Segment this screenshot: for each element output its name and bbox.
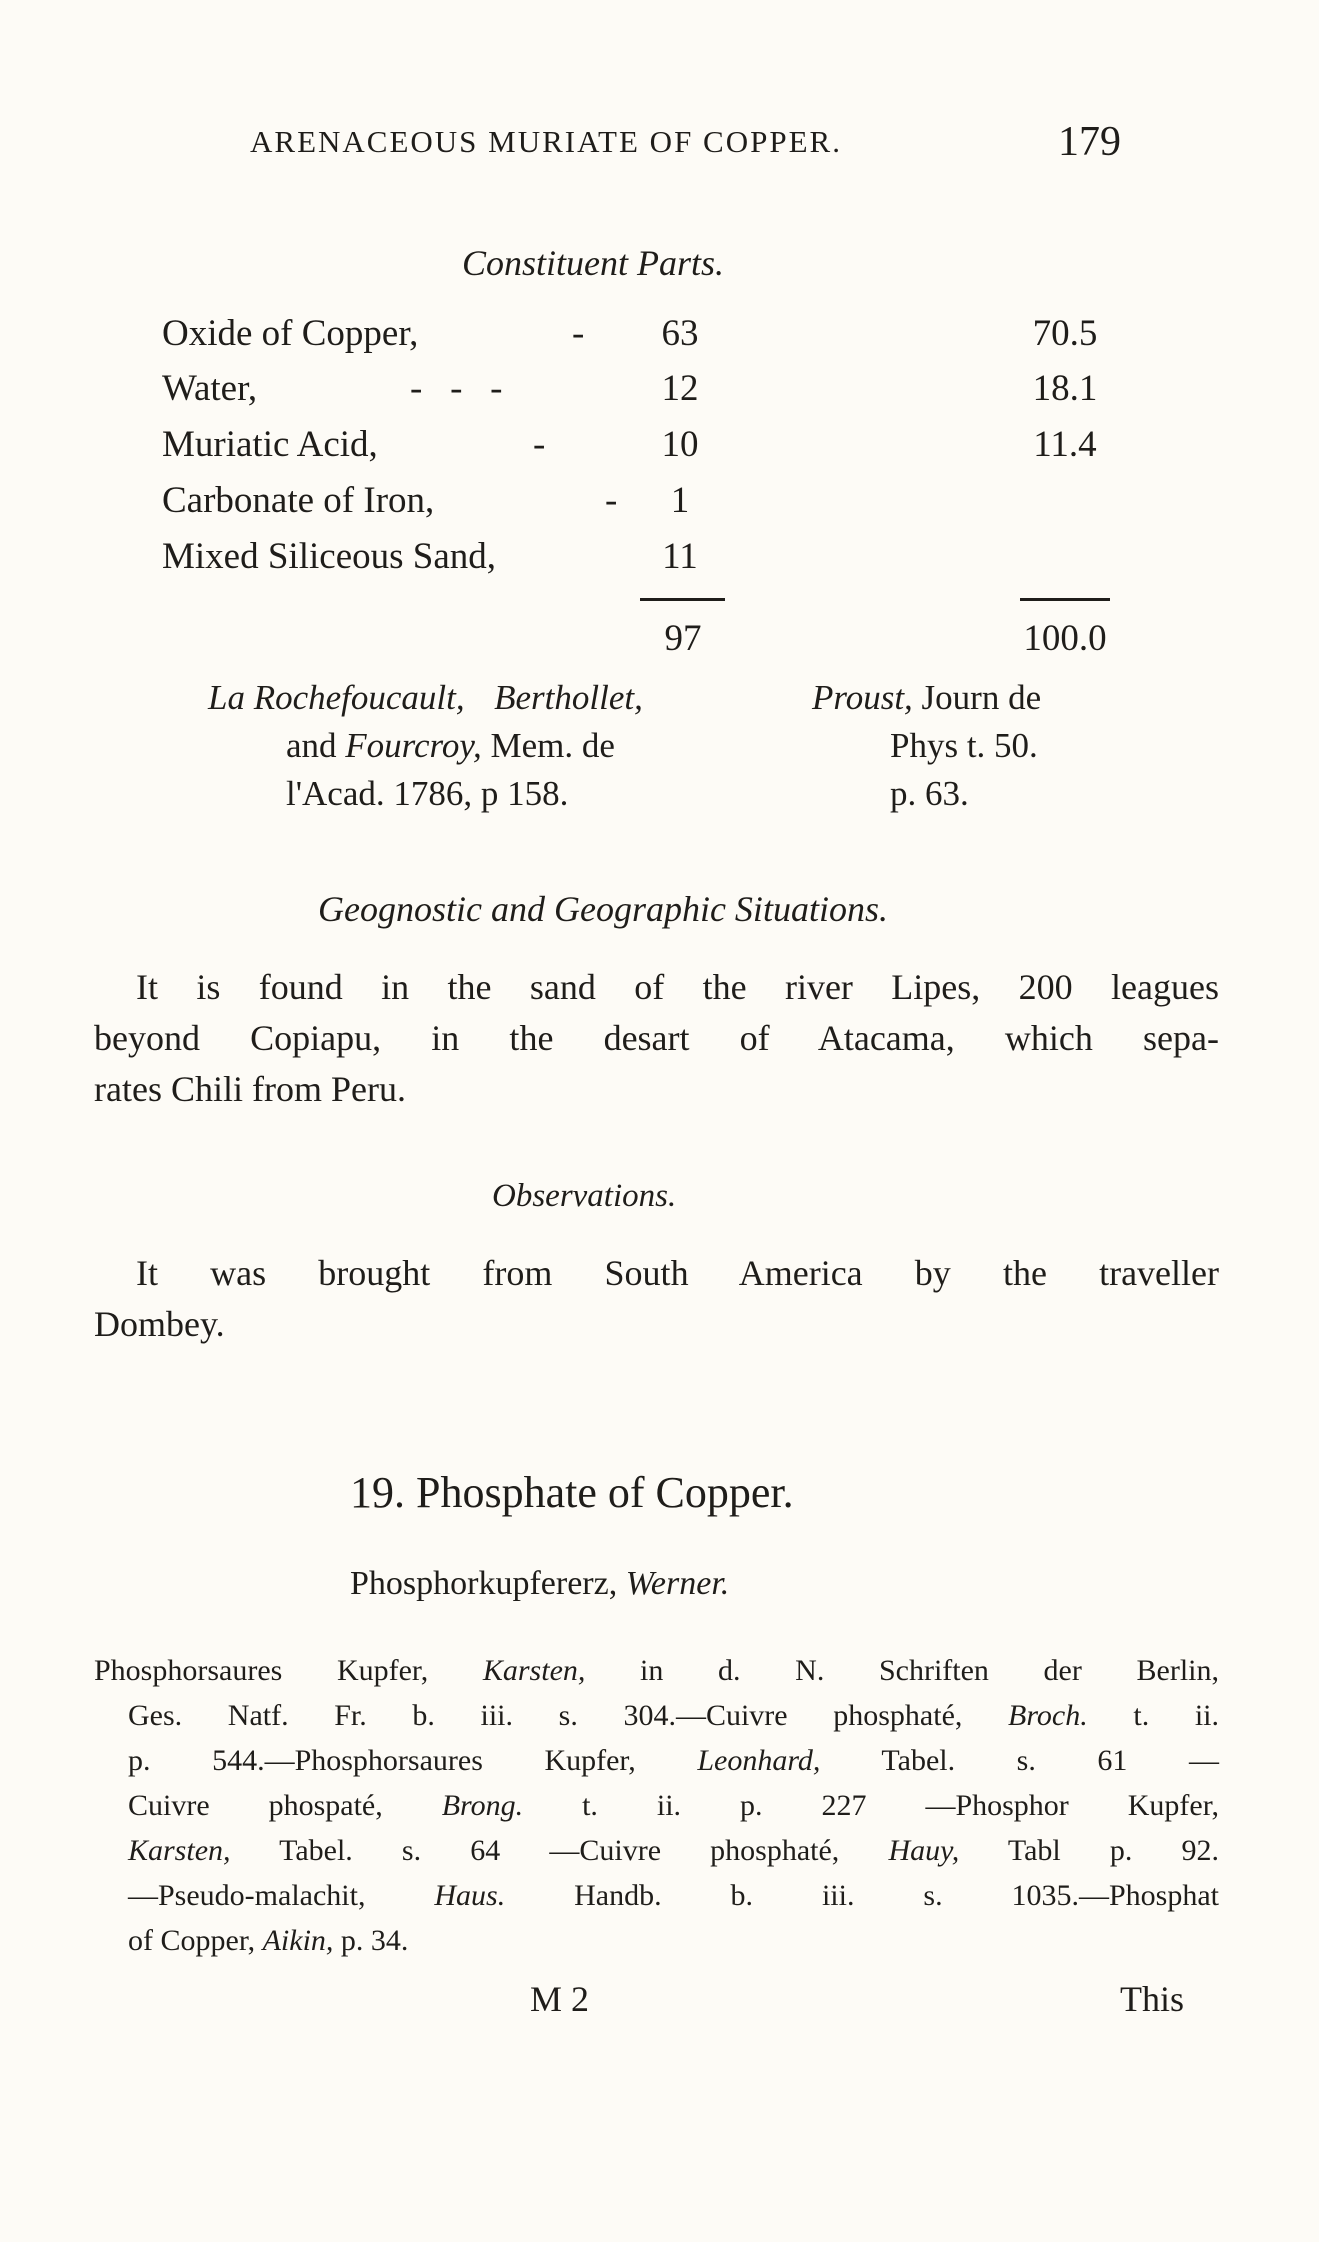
ref-text: Ges. Natf. Fr. b. iii. s. 304.—Cuivre phosphaté, xyxy=(128,1699,963,1732)
section-heading xyxy=(350,1467,794,1518)
sum-rule-a xyxy=(640,598,725,601)
section-subtitle xyxy=(350,1565,729,1603)
reference-line xyxy=(94,1783,1219,1828)
ref-author: Haus. xyxy=(434,1879,506,1912)
table-row xyxy=(0,367,1319,417)
ref-author: Aikin, xyxy=(262,1924,334,1957)
leader-dash: - - - xyxy=(410,368,503,409)
table-row xyxy=(0,312,1319,362)
reference-line xyxy=(94,1873,1219,1918)
source-b-author: Proust, xyxy=(812,678,913,717)
ref-text: Handb. b. iii. s. 1035.—Phosphat xyxy=(574,1879,1219,1912)
value-b: 11.4 xyxy=(1033,424,1097,465)
source-a-acad: l'Acad. 1786, p 158. xyxy=(286,774,569,813)
ref-text: t. ii. p. 227 —Phosphor Kupfer, xyxy=(582,1789,1220,1822)
reference-line xyxy=(94,1828,1219,1873)
paragraph-line: It is found in the sand of the river Lipes, 200 leagues xyxy=(136,967,1219,1007)
ref-author: Brong. xyxy=(441,1789,524,1822)
ref-author: Broch. xyxy=(1008,1699,1088,1732)
ref-text: Tabel. s. 61 — xyxy=(881,1744,1219,1777)
source-a-author2: Berthollet, xyxy=(494,678,643,717)
constituent-name: Mixed Siliceous Sand, xyxy=(162,536,497,577)
table-row xyxy=(0,423,1319,473)
page-number: 179 xyxy=(1058,119,1121,165)
ref-text: in d. N. Schriften der Berlin, xyxy=(640,1654,1219,1687)
geognostic-paragraph xyxy=(94,962,1219,1115)
value-b: 70.5 xyxy=(1032,313,1098,354)
ref-text: p. 544.—Phosphorsaures Kupfer, xyxy=(128,1744,636,1777)
leader-dash: - xyxy=(572,313,585,354)
source-b-phys: Phys t. 50. xyxy=(890,726,1038,765)
reference-line xyxy=(94,1738,1219,1783)
ref-text: p. 34. xyxy=(340,1924,409,1957)
table-row xyxy=(0,535,1319,585)
paragraph-line: beyond Copiapu, in the desart of Atacama, which sepa- xyxy=(94,1018,1219,1058)
source-b xyxy=(812,674,1041,818)
value-a: 11 xyxy=(662,536,698,577)
value-a: 1 xyxy=(670,480,690,521)
constituents-heading: Constituent Parts. xyxy=(462,243,725,283)
leader-dash: - xyxy=(533,424,546,465)
observations-paragraph xyxy=(94,1248,1219,1350)
ref-author: Karsten, xyxy=(128,1834,231,1867)
paragraph-line: It was brought from South America by the traveller xyxy=(136,1253,1219,1293)
ref-text: Phosphorsaures Kupfer, xyxy=(94,1654,429,1687)
subtitle-name: Phosphorkupfererz, xyxy=(350,1565,618,1602)
observations-heading: Observations. xyxy=(492,1178,677,1214)
value-a: 63 xyxy=(661,313,699,354)
table-row xyxy=(0,479,1319,529)
value-a: 12 xyxy=(661,368,699,409)
source-b-page: p. 63. xyxy=(890,774,969,813)
signature-mark: M 2 xyxy=(530,1979,590,2019)
value-b: 18.1 xyxy=(1032,368,1098,409)
sum-rule-b xyxy=(1020,598,1110,601)
total-b: 100.0 xyxy=(1023,618,1107,659)
ref-author: Karsten, xyxy=(482,1654,586,1687)
source-a xyxy=(208,674,643,818)
paragraph-line: Dombey. xyxy=(94,1304,225,1344)
ref-author: Leonhard, xyxy=(697,1744,821,1777)
ref-text: Cuivre phospaté, xyxy=(128,1789,383,1822)
reference-line xyxy=(94,1648,1219,1693)
subtitle-author: Werner. xyxy=(625,1565,730,1602)
geognostic-heading: Geognostic and Geographic Situations. xyxy=(318,889,888,929)
constituent-name: Carbonate of Iron, xyxy=(162,480,435,521)
constituent-name: Oxide of Copper, xyxy=(162,313,419,354)
source-a-author3: Fourcroy, xyxy=(345,726,482,765)
source-a-mem: Mem. de xyxy=(490,726,615,765)
paragraph-line: rates Chili from Peru. xyxy=(94,1069,406,1109)
constituent-name: Water, xyxy=(162,368,258,409)
source-a-author: La Rochefoucault, xyxy=(208,678,465,717)
synonymy-references xyxy=(94,1648,1219,1963)
ref-text: Tabel. s. 64 —Cuivre phosphaté, xyxy=(279,1834,840,1867)
ref-text: Tabl p. 92. xyxy=(1007,1834,1219,1867)
ref-author: Hauy, xyxy=(888,1834,960,1867)
reference-line xyxy=(94,1918,1219,1963)
total-a: 97 xyxy=(664,618,702,659)
section-number: 19. xyxy=(350,1468,405,1517)
ref-text: —Pseudo-malachit, xyxy=(128,1879,366,1912)
reference-line xyxy=(94,1693,1219,1738)
source-b-journ: Journ de xyxy=(921,678,1042,717)
ref-text: of Copper, xyxy=(128,1924,256,1957)
running-head-title: ARENACEOUS MURIATE OF COPPER. xyxy=(250,124,842,159)
leader-dash: - xyxy=(605,480,618,521)
constituent-name: Muriatic Acid, xyxy=(162,424,378,465)
source-a-and: and xyxy=(286,726,337,765)
section-title: Phosphate of Copper. xyxy=(416,1468,794,1517)
catchword: This xyxy=(1120,1979,1185,2019)
value-a: 10 xyxy=(661,424,699,465)
ref-text: t. ii. xyxy=(1133,1699,1220,1732)
